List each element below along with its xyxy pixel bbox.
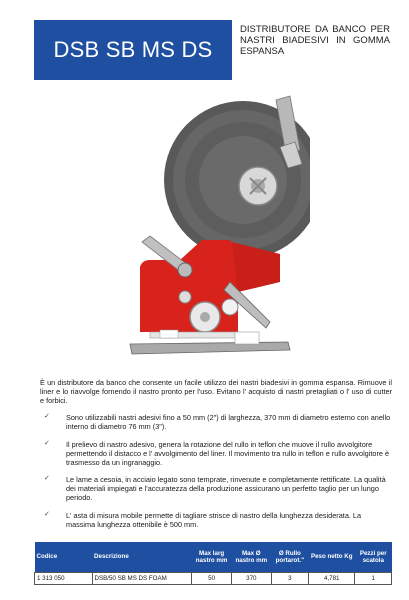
check-icon: ✓	[44, 439, 50, 447]
col-header: Max larg nastro mm	[192, 542, 232, 573]
spec-table	[34, 542, 392, 585]
cell-core: 3	[271, 573, 308, 585]
cell-description: DSB/50 SB MS DS FOAM	[92, 573, 192, 585]
red-frame	[140, 240, 238, 332]
check-icon: ✓	[44, 413, 50, 420]
product-title: DSB SB MS DS	[34, 20, 232, 80]
col-header: Codice	[35, 542, 93, 573]
feature-item	[40, 511, 392, 529]
check-icon: ✓	[44, 510, 50, 518]
feature-text: Sono utilizzabili nastri adesivi fino a 50 mm (2") di larghezza, 370 mm di diametro esterno con anello interno di diametro 76 mm (3").	[66, 413, 391, 431]
intro-paragraph: È un distributore da banco che consente un facile utilizzo dei nastri biadesivi in gomma espansa. Rimuove il liner e lo riavvolge fornendo il nastro pronto per l'uso. Evitano l' acquisto di nastri pretagliati o l' uso di cutter e forbici.	[40, 378, 392, 405]
col-header: Pezzi per scatola	[355, 542, 392, 573]
base-bar	[130, 342, 290, 354]
feature-text: L' asta di misura mobile permette di tagliare strisce di nastro della lunghezza desiderata. La massima lunghezza ottenibile è 500 mm.	[66, 510, 362, 529]
product-subtitle: DISTRIBUTORE DA BANCO PER NASTRI BIADESIVI IN GOMMA ESPANSA	[240, 24, 390, 57]
col-header: Max Ø nastro mm	[231, 542, 271, 573]
feature-list	[40, 413, 392, 537]
cell-max-diameter: 370	[231, 573, 271, 585]
table-header-row	[35, 542, 392, 573]
col-header: Descrizione	[92, 542, 192, 573]
col-header: Peso netto Kg	[309, 542, 355, 573]
feature-text: Il prelievo di nastro adesivo, genera la rotazione del rullo in teflon che muove il rullo avvolgitore permettendo il distacco e l' avvolgimento del liner. Il movimento tra rullo in teflon e rullo avvolgitore è trasmesso da un ingranaggio.	[66, 439, 390, 467]
check-icon: ✓	[44, 475, 50, 482]
feature-text: Le lame a cesoia, in acciaio legato sono temprate, rinvenute e completamente rettificate. La qualità dei materiali impiegati e l'accuratezza della produzione assicurano un perfetto taglio per un lungo periodo.	[66, 475, 386, 502]
feature-item	[40, 440, 392, 467]
col-header: Ø Rullo portarot."	[271, 542, 308, 573]
cell-code: 1 313 050	[35, 573, 93, 585]
feature-item	[40, 475, 392, 502]
table-row	[35, 573, 392, 585]
cell-max-width: 50	[192, 573, 232, 585]
feature-item	[40, 413, 392, 431]
cell-pieces: 1	[355, 573, 392, 585]
cell-weight: 4,781	[309, 573, 355, 585]
product-photo	[120, 92, 310, 362]
